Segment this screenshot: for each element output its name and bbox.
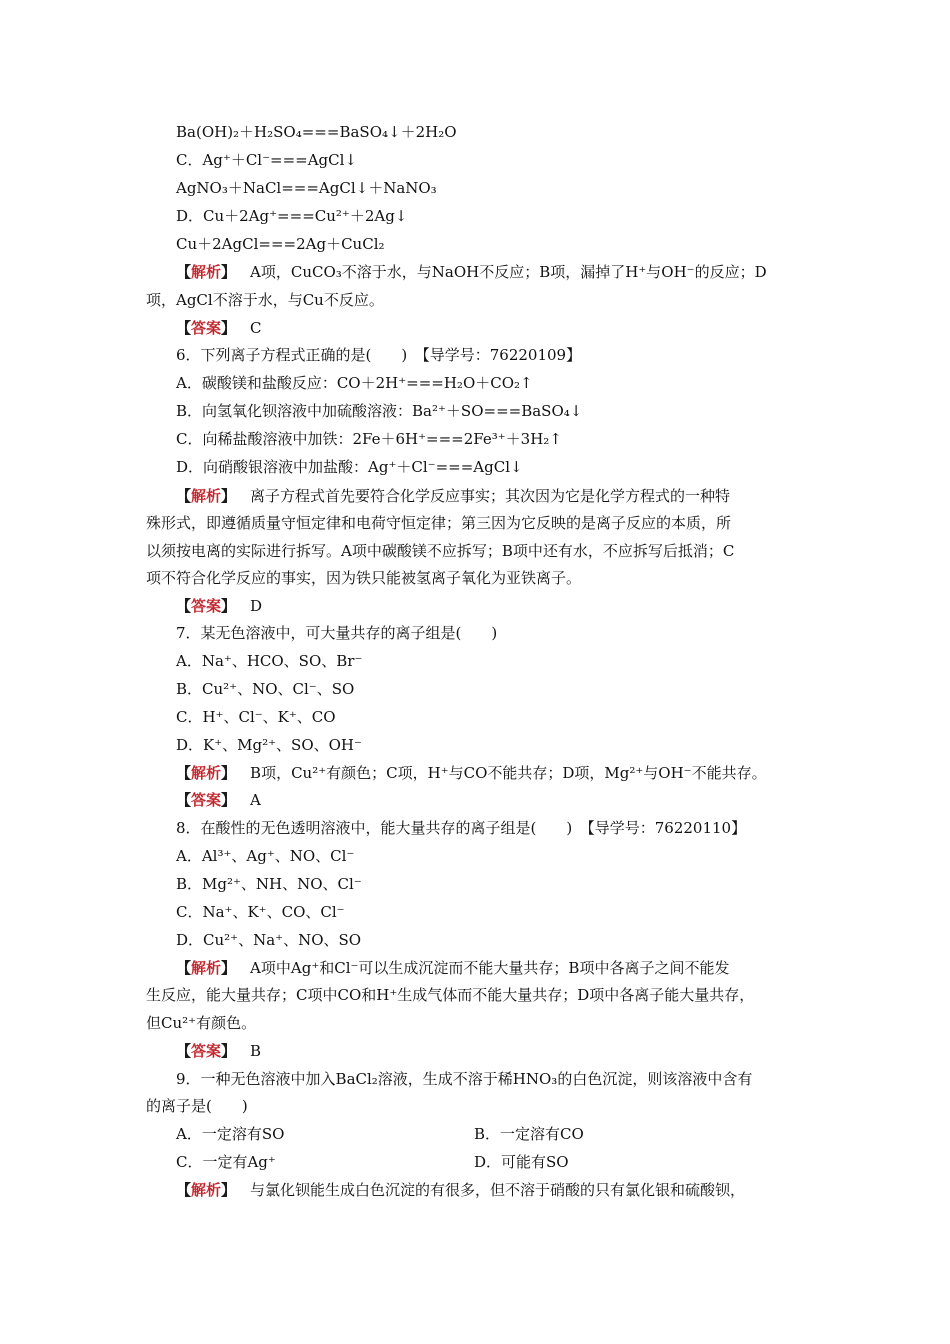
answer-value: A: [250, 791, 261, 809]
question-stem: 9．一种无色溶液中加入BaCl₂溶液，生成不溶于稀HNO₃的白色沉淀，则该溶液中含有: [176, 1070, 753, 1088]
answer-tag: 【答案】: [176, 319, 237, 337]
answer-line: [176, 596, 262, 616]
question-stem: 6．下列离子方程式正确的是( ) 【导学号：76220109】: [176, 346, 582, 364]
option-c: C．一定有Ag⁺: [176, 1153, 276, 1171]
analysis-continuation: 项不符合化学反应的事实，因为铁只能被氢离子氧化为亚铁离子。: [146, 569, 582, 587]
analysis-continuation: 生反应，能大量共存；C项中CO和H⁺生成气体而不能大量共存；D项中各离子能大量共存，: [146, 986, 755, 1004]
answer-tag: 【答案】: [176, 597, 237, 615]
analysis-tag: 【解析】: [176, 959, 237, 977]
option-d: D．Cu＋2Ag⁺===Cu²⁺＋2Ag↓: [176, 207, 408, 225]
option-b: B．Mg²⁺、NH、NO、Cl⁻: [176, 875, 362, 893]
option-a: A．碳酸镁和盐酸反应：CO＋2H⁺===H₂O＋CO₂↑: [176, 374, 533, 392]
equation-line: Ba(OH)₂＋H₂SO₄===BaSO₄↓＋2H₂O: [176, 123, 457, 141]
analysis-line: 【解析】 A项中Ag⁺和Cl⁻可以生成沉淀而不能大量共存；B项中各离子之间不能发: [176, 959, 730, 977]
analysis-continuation: 项，AgCl不溶于水，与Cu不反应。: [146, 291, 384, 309]
option-c: C．H⁺、Cl⁻、K⁺、CO: [176, 708, 336, 726]
analysis-line: 【解析】 A项，CuCO₃不溶于水，与NaOH不反应；B项，漏掉了H⁺与OH⁻的反应；D: [176, 263, 767, 281]
analysis-continuation: 以须按电离的实际进行拆写。A项中碳酸镁不应拆写；B项中还有水，不应拆写后抵消；C: [146, 542, 735, 560]
answer-value: D: [250, 597, 263, 615]
option-a: A．一定溶有SO: [176, 1125, 285, 1143]
analysis-continuation: 殊形式，即遵循质量守恒定律和电荷守恒定律；第三因为它反映的是离子反应的本质，所: [146, 514, 732, 532]
answer-tag: 【答案】: [176, 791, 237, 809]
equation-line: AgNO₃＋NaCl===AgCl↓＋NaNO₃: [176, 179, 437, 197]
option-b: B．一定溶有CO: [474, 1125, 584, 1143]
option-a: A．Na⁺、HCO、SO、Br⁻: [176, 652, 363, 670]
option-c: C．Ag⁺＋Cl⁻===AgCl↓: [176, 151, 358, 169]
option-d: D．Cu²⁺、Na⁺、NO、SO: [176, 931, 362, 949]
option-d: D．K⁺、Mg²⁺、SO、OH⁻: [176, 736, 362, 754]
option-c: C．向稀盐酸溶液中加铁：2Fe＋6H⁺===2Fe³⁺＋3H₂↑: [176, 430, 562, 448]
answer-line: [176, 1041, 261, 1061]
answer-value: B: [250, 1042, 262, 1060]
analysis-line: 【解析】 B项，Cu²⁺有颜色；C项，H⁺与CO不能共存；D项，Mg²⁺与OH⁻不能共存。: [176, 764, 767, 782]
question-stem: 8．在酸性的无色透明溶液中，能大量共存的离子组是( ) 【导学号：76220110】: [176, 819, 747, 837]
question-stem-continuation: 的离子是( ): [146, 1097, 248, 1115]
answer-line: [176, 318, 262, 338]
answer-tag: 【答案】: [176, 1042, 237, 1060]
analysis-tag: 【解析】: [176, 1181, 237, 1199]
option-a: A．Al³⁺、Ag⁺、NO、Cl⁻: [176, 847, 355, 865]
analysis-line: 【解析】 与氯化钡能生成白色沉淀的有很多，但不溶于硝酸的只有氯化银和硫酸钡，: [176, 1181, 746, 1199]
option-d: D．向硝酸银溶液中加盐酸：Ag⁺＋Cl⁻===AgCl↓: [176, 458, 523, 476]
analysis-line: 【解析】 离子方程式首先要符合化学反应事实；其次因为它是化学方程式的一种特: [176, 487, 731, 505]
analysis-tag: 【解析】: [176, 263, 237, 281]
question-stem: 7．某无色溶液中，可大量共存的离子组是( ): [176, 624, 498, 642]
equation-line: Cu＋2AgCl===2Ag＋CuCl₂: [176, 235, 385, 253]
option-b: B．Cu²⁺、NO、Cl⁻、SO: [176, 680, 355, 698]
analysis-tag: 【解析】: [176, 764, 237, 782]
answer-line: [176, 790, 261, 810]
analysis-continuation: 但Cu²⁺有颜色。: [146, 1014, 257, 1032]
option-c: C．Na⁺、K⁺、CO、Cl⁻: [176, 903, 345, 921]
option-d: D．可能有SO: [474, 1153, 569, 1171]
analysis-tag: 【解析】: [176, 487, 237, 505]
answer-value: C: [250, 319, 262, 337]
option-b: B．向氢氧化钡溶液中加硫酸溶液：Ba²⁺＋SO===BaSO₄↓: [176, 402, 583, 420]
